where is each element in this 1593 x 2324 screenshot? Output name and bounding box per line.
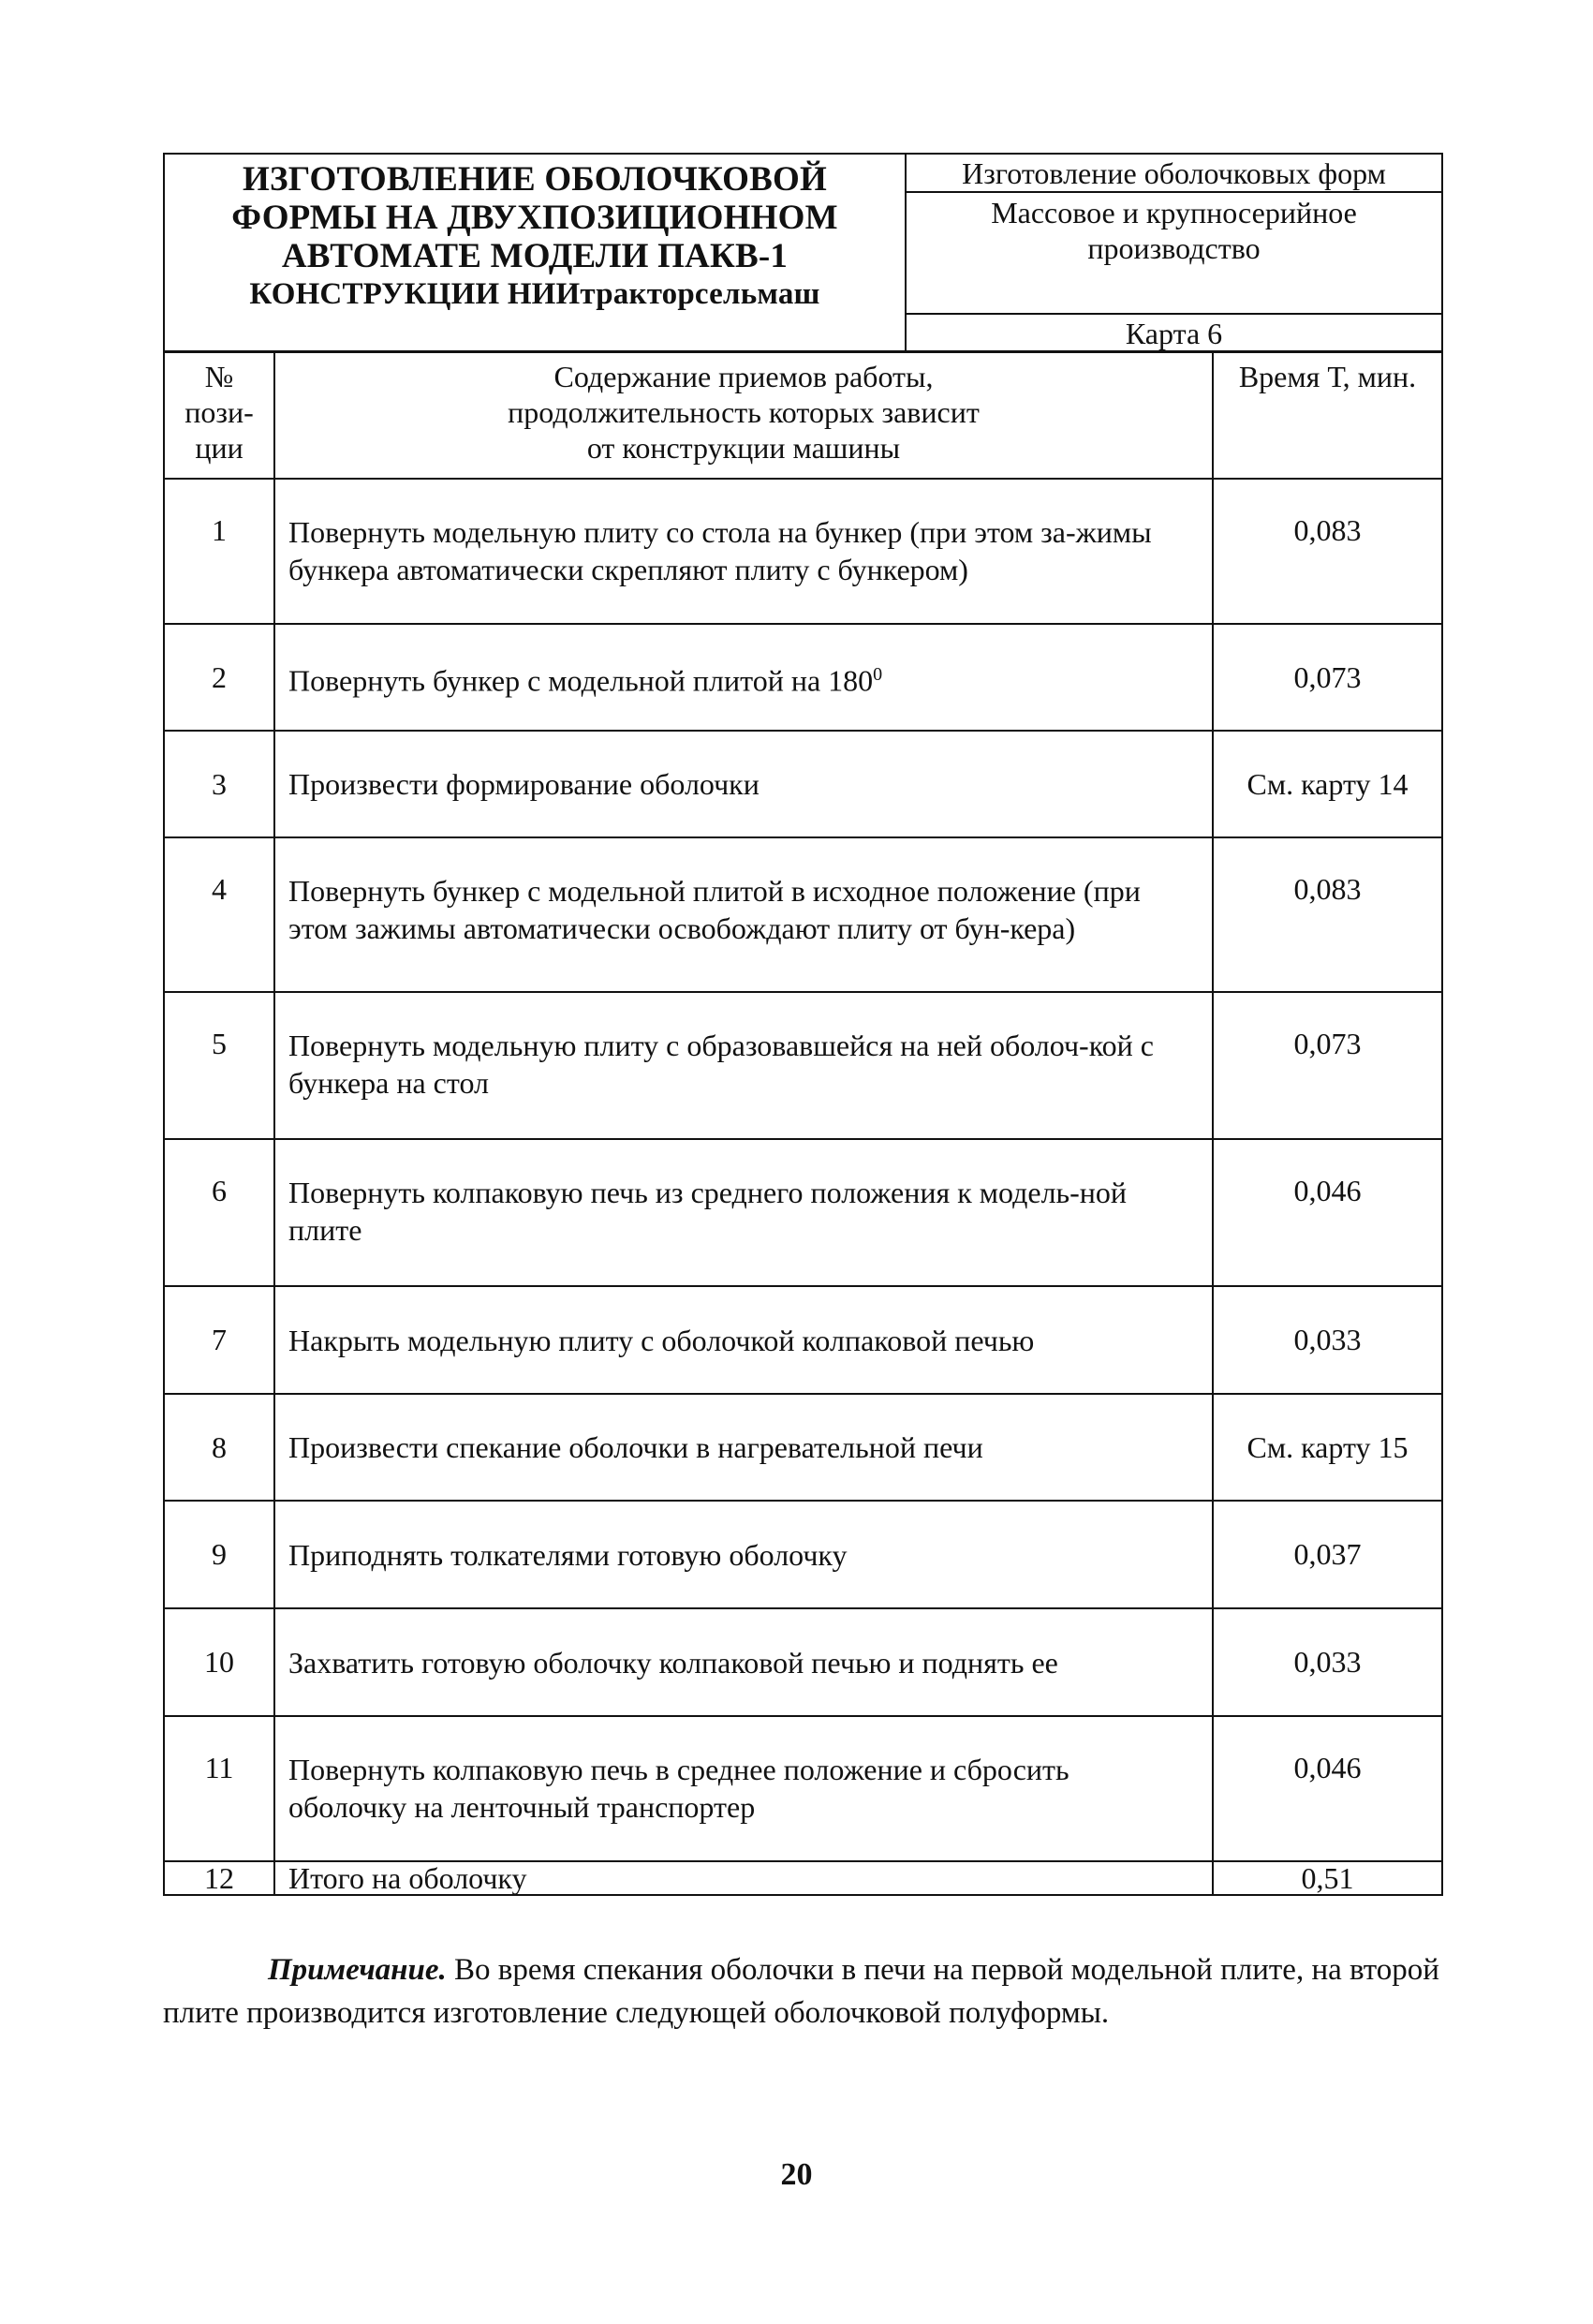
row-number: 1 xyxy=(164,479,274,624)
row-content-text: Повернуть бункер с модельной плитой на 180 xyxy=(288,663,874,698)
page-number: 20 xyxy=(780,2157,813,2192)
row-time: 0,083 xyxy=(1213,837,1442,992)
header-line: ции xyxy=(195,431,243,465)
total-time: 0,51 xyxy=(1213,1861,1442,1895)
title-line: ФОРМЫ НА ДВУХПОЗИЦИОННОМ xyxy=(231,199,838,237)
footnote xyxy=(163,1948,1451,2035)
table-header-row xyxy=(164,352,1442,479)
table-row xyxy=(164,1139,1442,1286)
column-header-content xyxy=(274,352,1213,479)
header-line: № xyxy=(204,360,234,393)
row-content: Повернуть модельную плиту с образовавшейся на ней оболоч-кой с бункера на стол xyxy=(274,992,1213,1139)
row-number: 2 xyxy=(164,624,274,731)
header-table xyxy=(163,153,1443,352)
total-number: 12 xyxy=(164,1861,274,1895)
row-number: 11 xyxy=(164,1716,274,1861)
row-number: 4 xyxy=(164,837,274,992)
row-time: См. карту 15 xyxy=(1213,1394,1442,1501)
table-row xyxy=(164,1394,1442,1501)
row-time: 0,033 xyxy=(1213,1608,1442,1716)
header-line: продолжительность которых зависит xyxy=(508,395,980,429)
header-line: Содержание приемов работы, xyxy=(553,360,934,393)
row-content: Приподнять толкателями готовую оболочку xyxy=(274,1501,1213,1608)
row-number: 5 xyxy=(164,992,274,1139)
table-row xyxy=(164,479,1442,624)
row-content xyxy=(274,624,1213,731)
operations-table xyxy=(163,351,1443,1896)
table-row xyxy=(164,837,1442,992)
row-content: Произвести формирование оболочки xyxy=(274,731,1213,837)
table-row xyxy=(164,731,1442,837)
row-content: Повернуть колпаковую печь из среднего положения к модель-ной плите xyxy=(274,1139,1213,1286)
row-number: 8 xyxy=(164,1394,274,1501)
table-row xyxy=(164,1608,1442,1716)
title-line: ИЗГОТОВЛЕНИЕ ОБОЛОЧКОВОЙ xyxy=(243,160,827,199)
column-header-position xyxy=(164,352,274,479)
row-number: 9 xyxy=(164,1501,274,1608)
row-time: 0,046 xyxy=(1213,1139,1442,1286)
row-content: Накрыть модельную плиту с оболочкой колпаковой печью xyxy=(274,1286,1213,1394)
row-time: 0,037 xyxy=(1213,1501,1442,1608)
row-number: 3 xyxy=(164,731,274,837)
header-line: от конструкции машины xyxy=(586,431,901,465)
table-row xyxy=(164,624,1442,731)
title-line: АВТОМАТЕ МОДЕЛИ ПАКВ-1 xyxy=(281,237,789,275)
row-time: 0,073 xyxy=(1213,624,1442,731)
row-content: Повернуть модельную плиту со стола на бункер (при этом за-жимы бункера автоматически скрепляют плиту с бункером) xyxy=(274,479,1213,624)
process-name: Изготовление оболочковых форм xyxy=(906,154,1442,192)
total-row xyxy=(164,1861,1442,1895)
row-time: 0,083 xyxy=(1213,479,1442,624)
table-row xyxy=(164,1286,1442,1394)
row-content: Повернуть колпаковую печь в среднее положение и сбросить оболочку на ленточный транспортер xyxy=(274,1716,1213,1861)
row-number: 6 xyxy=(164,1139,274,1286)
note-text: Во время спекания оболочки в печи на первой модельной плите, на второй плите производится изготовление следующей оболочковой полуформы. xyxy=(163,1953,1439,2030)
table-row xyxy=(164,1501,1442,1608)
row-content: Произвести спекание оболочки в нагревательной печи xyxy=(274,1394,1213,1501)
degree-sup: 0 xyxy=(873,663,883,685)
total-label: Итого на оболочку xyxy=(274,1861,1213,1895)
row-time: 0,073 xyxy=(1213,992,1442,1139)
title-line: КОНСТРУКЦИИ НИИтракторсельмаш xyxy=(249,277,820,311)
header-line: пози- xyxy=(184,395,254,429)
row-time: См. карту 14 xyxy=(1213,731,1442,837)
note-lead: Примечание. xyxy=(268,1953,447,1987)
row-number: 10 xyxy=(164,1608,274,1716)
document-title xyxy=(164,154,906,351)
row-content: Повернуть бункер с модельной плитой в исходное положение (при этом зажимы автоматически освобождают плиту от бун-кера) xyxy=(274,837,1213,992)
column-header-time: Время Т, мин. xyxy=(1213,352,1442,479)
card-number: Карта 6 xyxy=(906,314,1442,351)
row-time: 0,046 xyxy=(1213,1716,1442,1861)
row-number: 7 xyxy=(164,1286,274,1394)
production-type: Массовое и крупносерийное производство xyxy=(906,192,1442,314)
row-time: 0,033 xyxy=(1213,1286,1442,1394)
row-content: Захватить готовую оболочку колпаковой печью и поднять ее xyxy=(274,1608,1213,1716)
table-row xyxy=(164,1716,1442,1861)
table-row xyxy=(164,992,1442,1139)
